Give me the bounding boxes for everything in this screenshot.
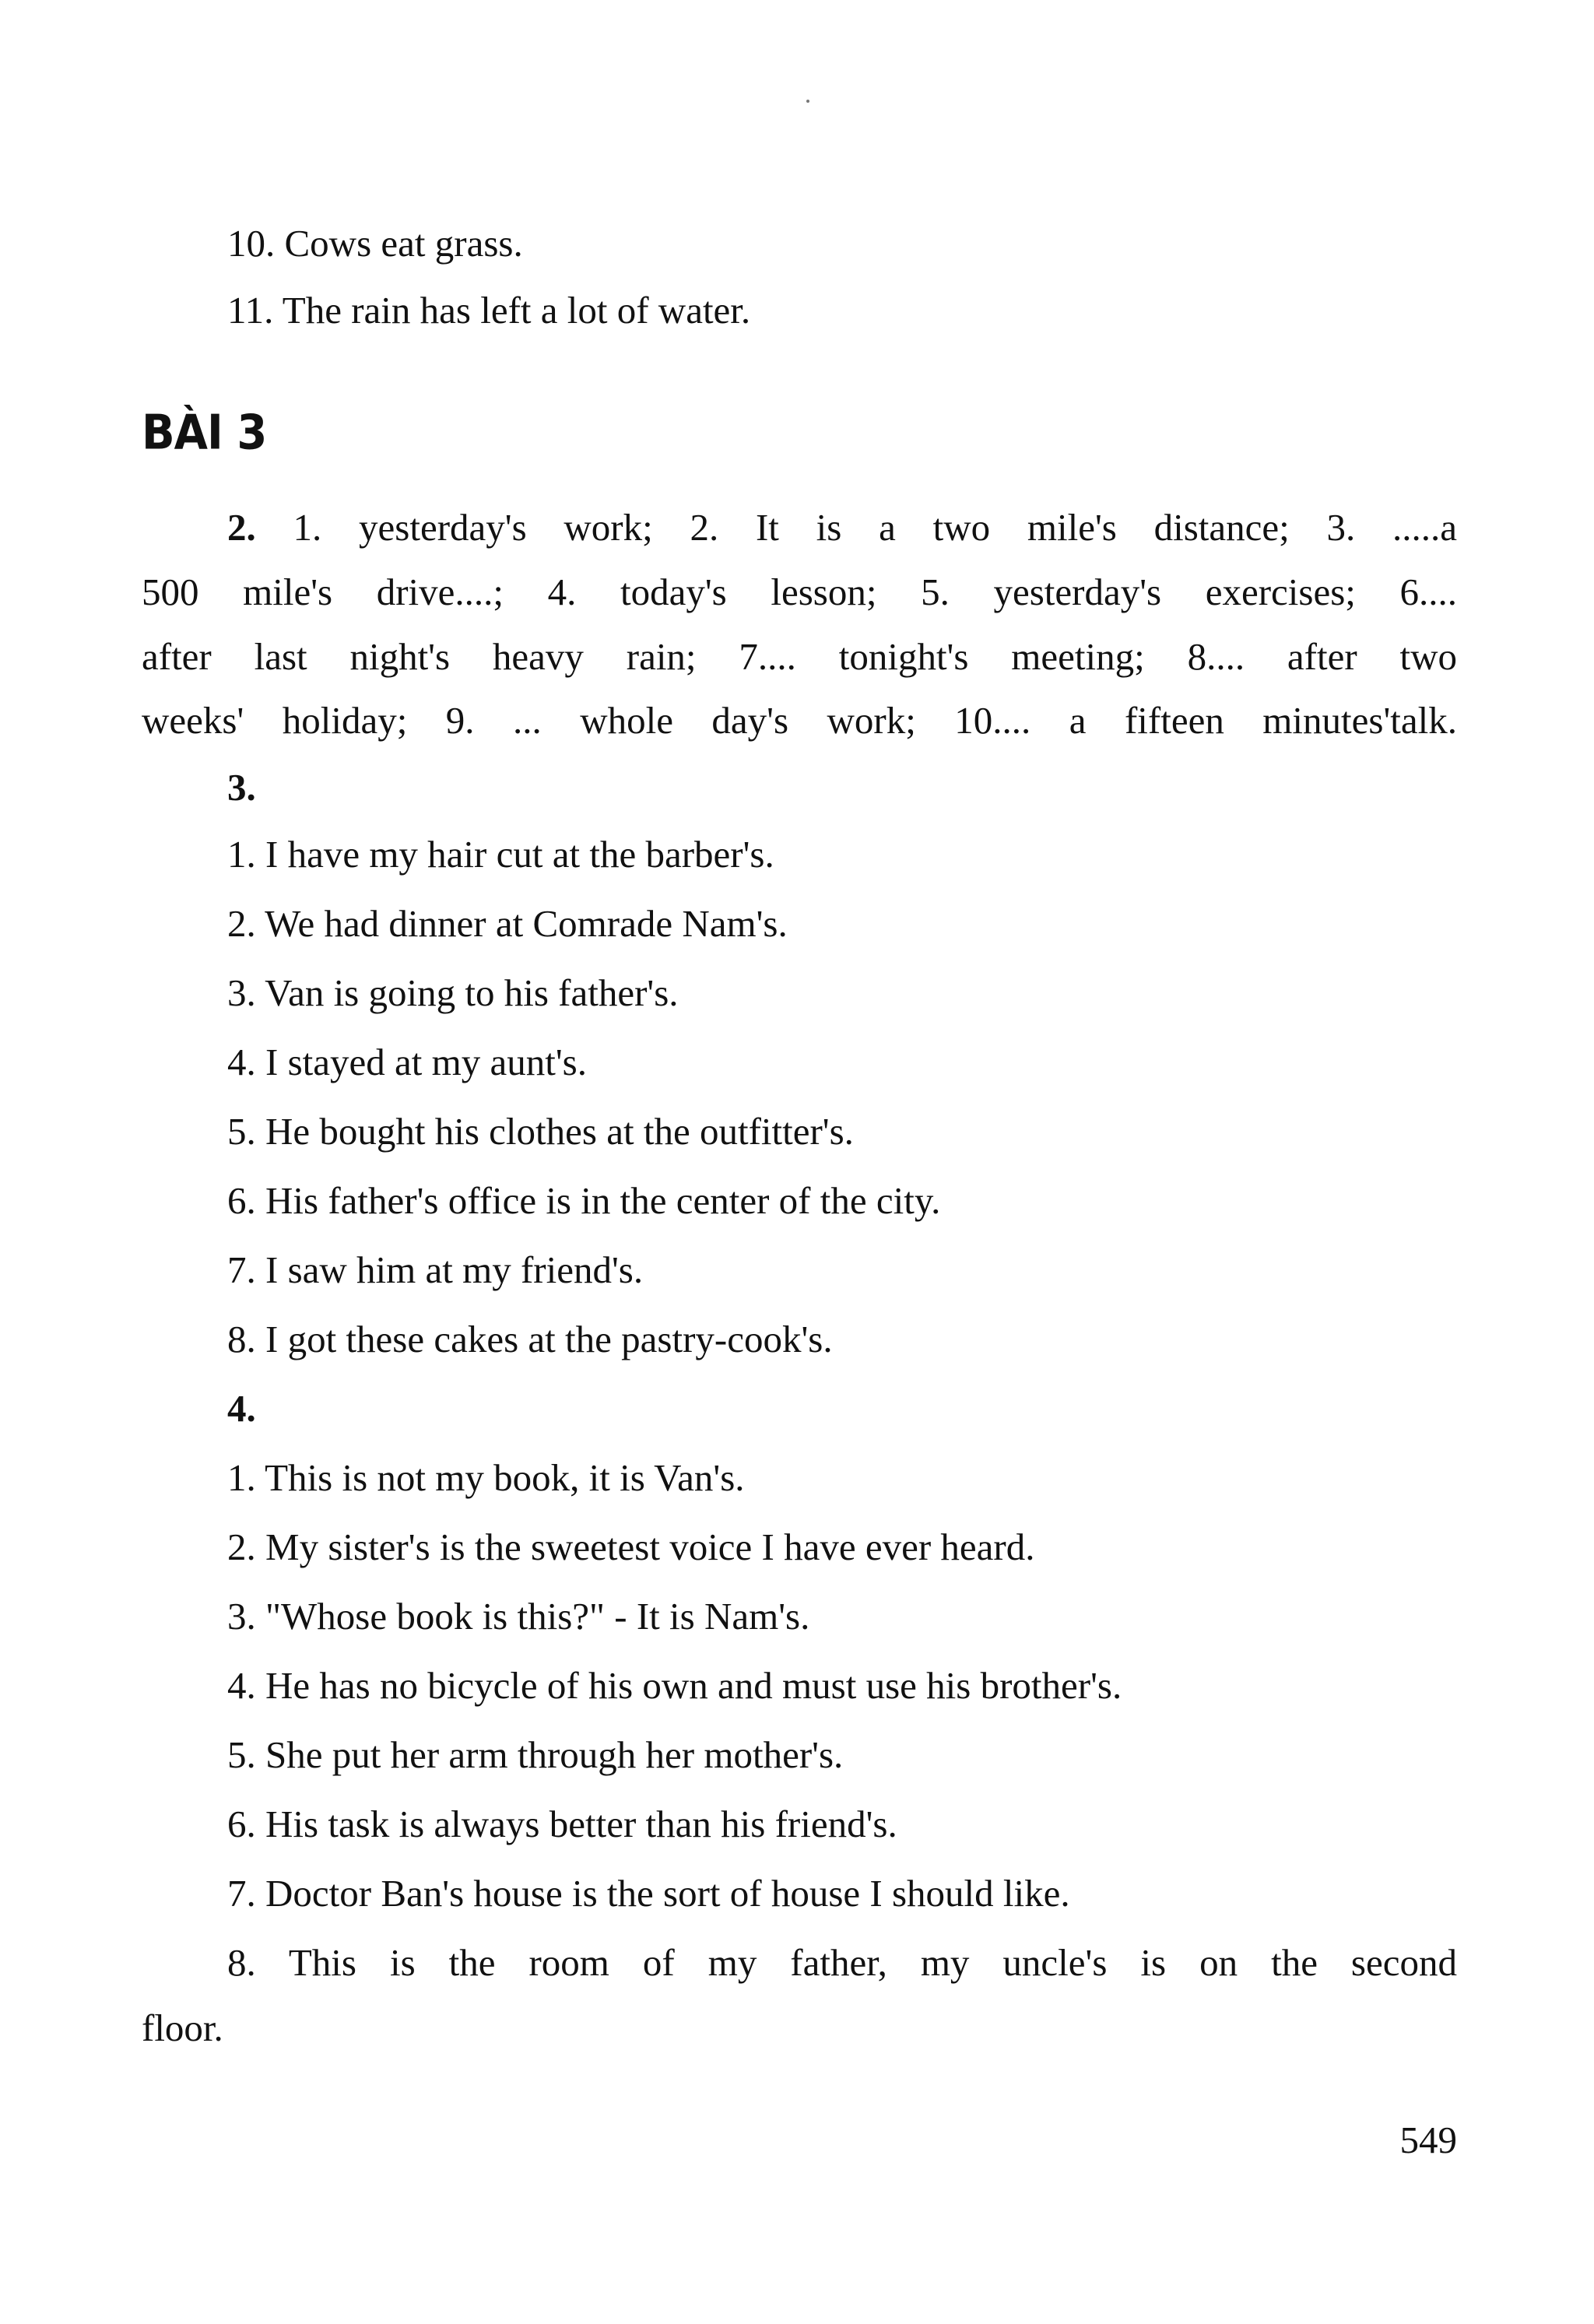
exercise-2-text: 1. yesterday's work; 2. It is a two mile's distance; 3. .....a [293,506,1457,549]
continuation-line: 10. Cows eat grass. [227,222,523,265]
section-heading: BÀI 3 [142,405,267,461]
exercise-3-item: 3. Van is going to his father's. [227,971,679,1014]
exercise-2-line: weeks' holiday; 9. ... whole day's work; 10.... a fifteen minutes'talk. [142,699,1457,742]
exercise-4-item: 2. My sister's is the sweetest voice I have ever heard. [227,1525,1035,1568]
exercise-2-line [227,504,1457,551]
scan-speck [806,100,809,103]
exercise-2-line: after last night's heavy rain; 7.... tonight's meeting; 8.... after two [142,635,1457,678]
exercise-4-item: 8. This is the room of my father, my uncle's is on the second [227,1941,1457,1984]
exercise-4-item: 7. Doctor Ban's house is the sort of house I should like. [227,1872,1070,1915]
exercise-3-item: 4. I stayed at my aunt's. [227,1041,587,1083]
exercise-4-item: 1. This is not my book, it is Van's. [227,1456,745,1499]
exercise-4-number: 4. [227,1387,256,1430]
exercise-3-item: 1. I have my hair cut at the barber's. [227,833,774,876]
exercise-3-item: 8. I got these cakes at the pastry-cook's. [227,1318,833,1360]
page-number: 549 [1399,2119,1457,2161]
exercise-3-item: 7. I saw him at my friend's. [227,1248,644,1291]
exercise-3-item: 6. His father's office is in the center of the city. [227,1179,941,1222]
exercise-4-item: 4. He has no bicycle of his own and must use his brother's. [227,1664,1122,1707]
exercise-4-item-continuation: floor. [142,2006,223,2049]
exercise-4-item: 3. "Whose book is this?" - It is Nam's. [227,1595,810,1638]
exercise-4-item: 6. His task is always better than his friend's. [227,1803,897,1845]
exercise-4-item: 5. She put her arm through her mother's. [227,1733,844,1776]
exercise-2-line: 500 mile's drive....; 4. today's lesson; 5. yesterday's exercises; 6.... [142,570,1457,613]
continuation-line: 11. The rain has left a lot of water. [227,289,751,332]
exercise-2-number: 2. [227,506,256,549]
exercise-3-number: 3. [227,766,256,809]
exercise-3-item: 5. He bought his clothes at the outfitter's. [227,1110,854,1153]
exercise-3-item: 2. We had dinner at Comrade Nam's. [227,902,788,945]
